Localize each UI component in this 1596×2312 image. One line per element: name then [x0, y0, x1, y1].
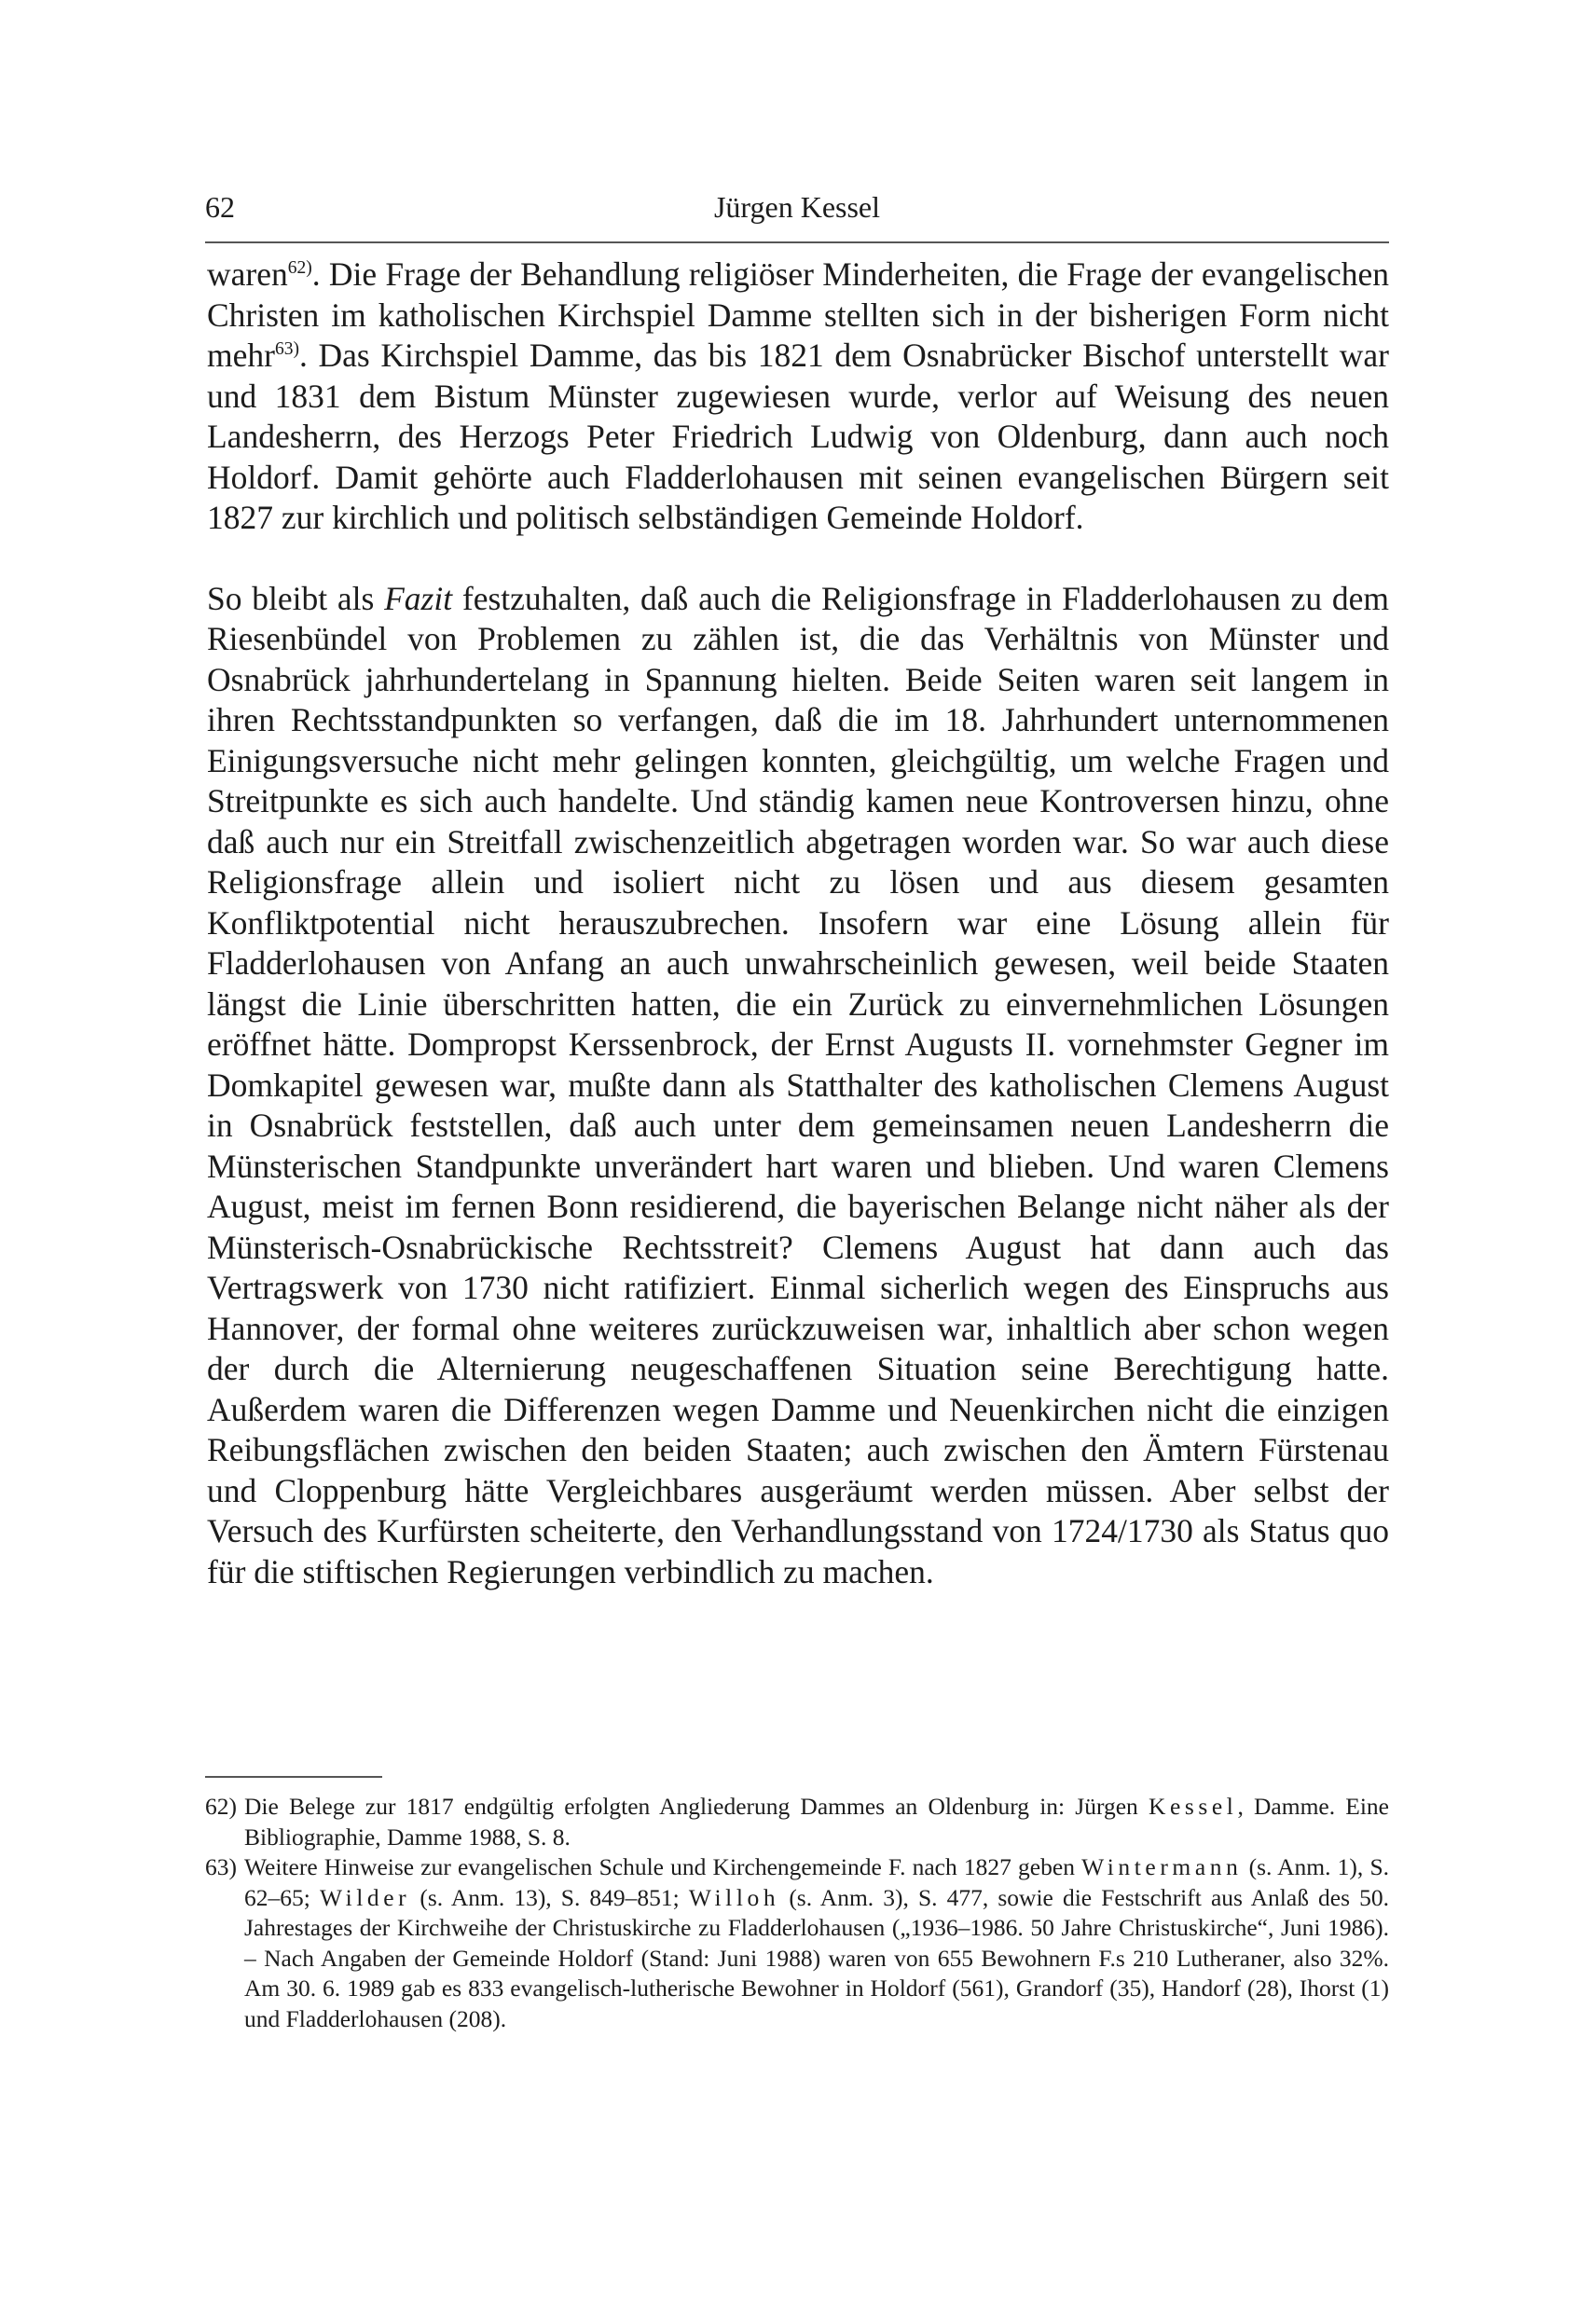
footnote-marker: 62)	[205, 1793, 237, 1820]
footnotes	[205, 1792, 1389, 2034]
author-name: Willoh	[688, 1883, 780, 1911]
footnote-ref-62: 62)	[287, 258, 312, 279]
footnote-ref-63: 63)	[274, 339, 299, 360]
paragraph-1: waren$^{62)}$. Die Frage der Behandlung religiöser Minderheiten, die Frage der evangelischen Christen im katholischen Kirchspiel Damme stellten sich in der bisherigen Form nicht mehr$^{63)}$. Das Kirchspiel Damme, das bis 1821 dem Osnabrücker Bischof unterstellt war und 1831 dem Bistum Münster zugewiesen wurde, verlor auf Weisung des neuen Landesherrn, des Herzogs Peter Friedrich Ludwig von Oldenburg, dann auch noch Holdorf. Damit gehörte auch Fladderlohausen mit seinen evangelischen Bürgern seit 1827 zur kirchlich und politisch selbständigen Gemeinde Holdorf.	[207, 255, 1389, 536]
header-rule	[205, 241, 1389, 243]
footnote-62: 62) Die Belege zur 1817 endgültig erfolgten Angliederung Dammes an Oldenburg in: Jürgen Kessel, Damme. Eine Bibliographie, Damme 1988, S. 8.	[205, 1793, 1389, 1851]
footnote-separator	[205, 1776, 382, 1778]
body-text	[207, 255, 1389, 1592]
author-name: Kessel	[1148, 1793, 1238, 1820]
author-name: Wintermann	[1081, 1853, 1243, 1880]
running-title: Jürgen Kessel	[713, 190, 881, 224]
paragraph-2: So bleibt als Fazit festzuhalten, daß auch die Religionsfrage in Fladderlohausen zu dem Riesenbündel von Problemen zu zählen ist, die das Verhältnis von Münster und Osnabrück jahrhundertelang in Spannung hielten. Beide Seiten waren seit langem in ihren Rechtsstandpunkten so verfangen, daß die im 18. Jahrhundert unternommenen Einigungsversuche nicht mehr gelingen konnten, gleichgültig, um welche Fragen und Streitpunkte es sich auch handelte. Und ständig kamen neue Kontroversen hinzu, ohne daß auch nur ein Streitfall zwischenzeitlich abgetragen worden war. So war auch diese Religionsfrage allein und isoliert nicht zu lösen und aus diesem gesamten Konfliktpotential nicht herauszubrechen. Insofern war eine Lösung allein für Fladderlohausen von Anfang an auch unwahrscheinlich gewesen, weil beide Staaten längst die Linie überschritten hatten, die ein Zurück zu einvernehmlichen Lösungen eröffnet hätte. Dompropst Kerssenbrock, der Ernst Augusts II. vornehmster Gegner im Domkapitel gewesen war, mußte dann als Statthalter des katholischen Clemens August in Osnabrück feststellen, daß auch unter dem gemeinsamen neuen Landesherrn die Münsterischen Standpunkte unverändert hart waren und blieben. Und waren Clemens August, meist im fernen Bonn residierend, die bayerischen Belange nicht näher als der Münsterisch-Osnabrückische Rechtsstreit? Clemens August hat dann auch das Vertragswerk von 1730 nicht ratifiziert. Einmal sicherlich wegen des Einspruchs aus Hannover, der formal ohne weiteres zurückzuweisen war, inhaltlich aber schon wegen der durch die Alternierung neugeschaffenen Situation seine Berechtigung hatte. Außerdem waren die Differenzen wegen Damme und Neuenkirchen nicht die einzigen Reibungsflächen zwischen den beiden Staaten; auch zwischen den Ämtern Fürstenau und Cloppenburg hätte Vergleichbares ausgeräumt werden müssen. Aber selbst der Versuch des Kurfürsten scheiterte, den Verhandlungsstand von 1724/1730 als Status quo für die stiftischen Regierungen verbindlich zu machen.	[207, 579, 1390, 1590]
author-name: Wilder	[319, 1883, 411, 1911]
page-header	[205, 190, 1389, 237]
page-number: 62	[205, 190, 235, 224]
footnote-marker: 63)	[205, 1853, 237, 1880]
emphasis-fazit: Fazit	[384, 579, 453, 617]
footnote-63: 63) Weitere Hinweise zur evangelischen Schule und Kirchengemeinde F. nach 1827 geben Wintermann (s. Anm. 1), S. 62–65; Wilder (s. Anm. 13), S. 849–851; Willoh (s. Anm. 3), S. 477, sowie die Festschrift aus Anlaß des 50. Jahrestages der Kirchweihe der Christuskirche zu Fladderlohausen („1936–1986. 50 Jahre Christuskirche“, Juni 1986). – Nach Angaben der Gemeinde Holdorf (Stand: Juni 1988) waren von 655 Bewohnern F.s 210 Lutheraner, also 32%. Am 30. 6. 1989 gab es 833 evangelisch-lutherische Bewohner in Holdorf (561), Grandorf (35), Handorf (28), Ihorst (1) und Fladderlohausen (208).	[205, 1853, 1390, 2032]
